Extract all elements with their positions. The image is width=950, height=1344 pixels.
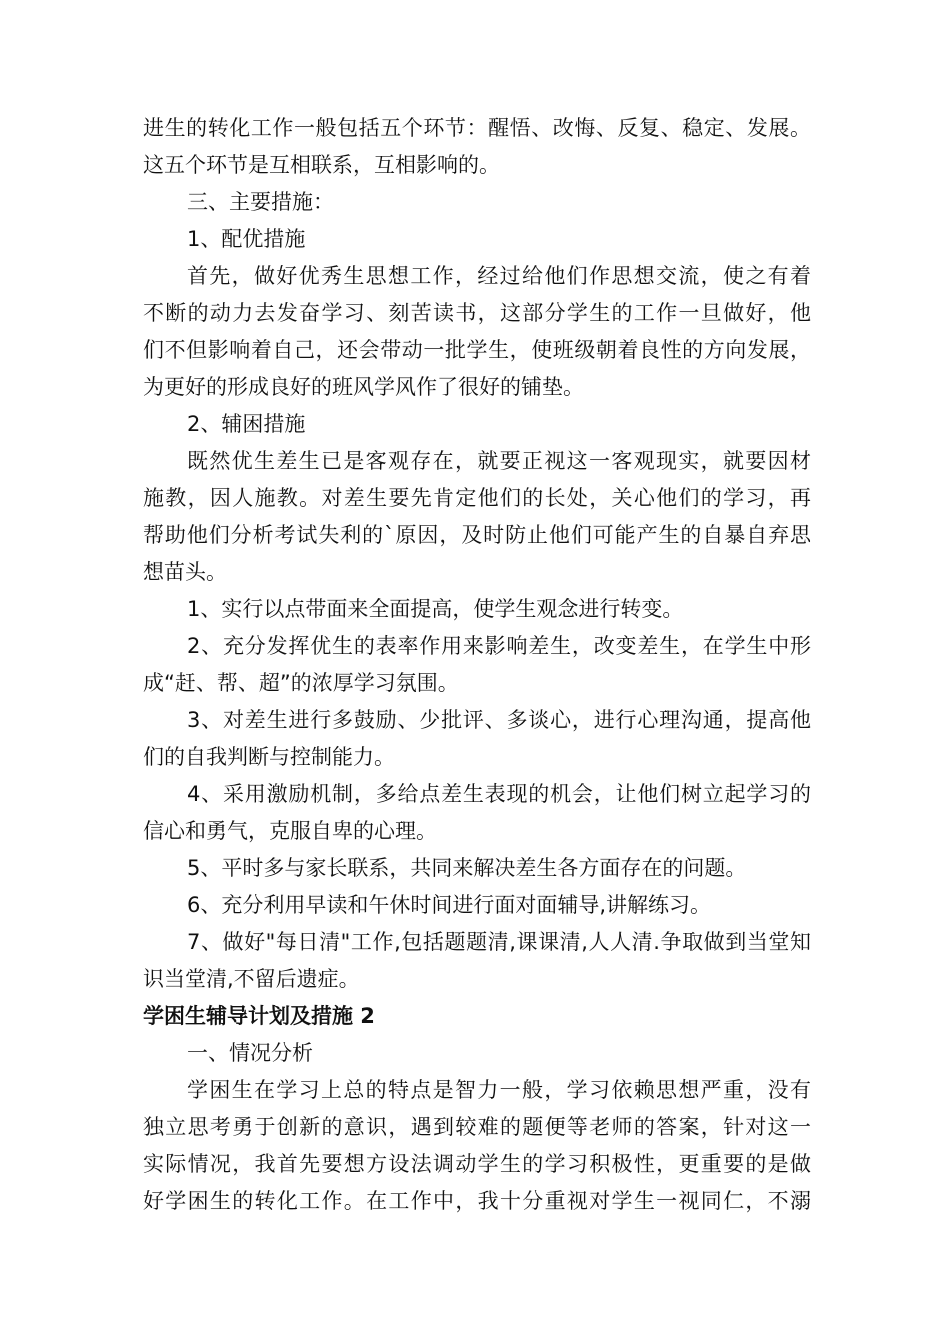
subsection-heading: 1、配优措施: [187, 227, 306, 251]
paragraph-line: 不断的动力去发奋学习、刻苦读书，这部分学生的工作一旦做好，他: [143, 301, 811, 325]
section-heading: 一、情况分析: [187, 1041, 313, 1065]
list-item: 7、做好"每日清"工作,包括题题清,课课清,人人清.争取做到当堂知: [187, 930, 811, 954]
paragraph-line: 学困生在学习上总的特点是智力一般，学习依赖思想严重，没有: [187, 1078, 811, 1102]
paragraph-line: 首先，做好优秀生思想工作，经过给他们作思想交流，使之有着: [187, 264, 811, 288]
list-item-continuation: 识当堂清,不留后遗症。: [143, 967, 360, 991]
paragraph-line: 这五个环节是互相联系，互相影响的。: [143, 153, 500, 177]
paragraph-line: 实际情况，我首先要想方设法调动学生的学习积极性，更重要的是做: [143, 1152, 811, 1176]
paragraph-line: 既然优生差生已是客观存在，就要正视这一客观现实，就要因材: [187, 449, 811, 473]
paragraph-line: 施教，因人施教。对差生要先肯定他们的长处，关心他们的学习，再: [143, 486, 811, 510]
paragraph-line: 帮助他们分析考试失利的`原因，及时防止他们可能产生的自暴自弃思: [143, 523, 811, 547]
list-item: 5、平时多与家长联系，共同来解决差生各方面存在的问题。: [187, 856, 747, 880]
paragraph-line: 为更好的形成良好的班风学风作了很好的铺垫。: [143, 375, 584, 399]
document-body: [143, 110, 811, 1220]
paragraph-line: 好学困生的转化工作。在工作中，我十分重视对学生一视同仁，不溺: [143, 1189, 811, 1213]
section-heading: 三、主要措施：: [187, 190, 334, 214]
list-item-continuation: 信心和勇气，克服自卑的心理。: [143, 819, 437, 843]
list-item: 6、充分利用早读和午休时间进行面对面辅导,讲解练习。: [187, 893, 712, 917]
list-item: 4、采用激励机制，多给点差生表现的机会，让他们树立起学习的: [187, 782, 811, 806]
list-item-continuation: 成“赶、帮、超”的浓厚学习氛围。: [143, 671, 459, 695]
paragraph-line: 想苗头。: [143, 560, 227, 584]
subsection-heading: 2、辅困措施: [187, 412, 306, 436]
list-item-continuation: 们的自我判断与控制能力。: [143, 745, 395, 769]
document-title: 学困生辅导计划及措施 2: [143, 1004, 375, 1028]
list-item: 3、对差生进行多鼓励、少批评、多谈心，进行心理沟通，提高他: [187, 708, 811, 732]
list-item: 1、实行以点带面来全面提高，使学生观念进行转变。: [187, 597, 684, 621]
paragraph-line: 独立思考勇于创新的意识，遇到较难的题便等老师的答案，针对这一: [143, 1115, 811, 1139]
paragraph-line: 进生的转化工作一般包括五个环节：醒悟、改悔、反复、稳定、发展。: [143, 116, 811, 140]
list-item: 2、充分发挥优生的表率作用来影响差生，改变差生，在学生中形: [187, 634, 811, 658]
paragraph-line: 们不但影响着自己，还会带动一批学生，使班级朝着良性的方向发展，: [143, 338, 811, 362]
